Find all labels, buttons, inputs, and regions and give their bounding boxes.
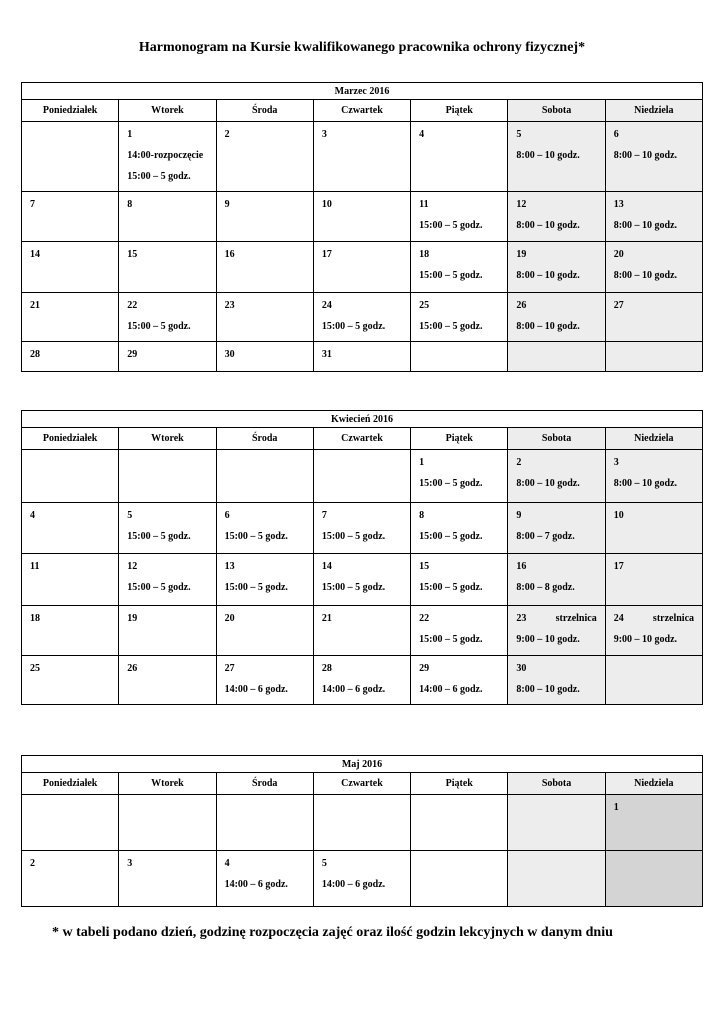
session-info: 9:00 – 10 godz. [516,634,580,645]
day-cell [216,554,313,606]
week-row [22,656,703,705]
weekday-header: Sobota [508,428,605,450]
day-cell [313,606,410,656]
day-cell [119,192,216,242]
session-info: 15:00 – 5 godz. [127,582,191,593]
day-number: 2 [516,457,522,468]
day-cell [605,656,702,705]
day-cell [216,122,313,192]
day-cell [411,606,508,656]
session-info: 9:00 – 10 godz. [613,634,678,645]
session-info: 8:00 – 10 godz. [613,478,678,489]
day-cell [605,851,702,907]
session-info: 15:00 – 5 godz. [127,171,191,182]
session-info: 15:00 – 5 godz. [419,270,483,281]
day-cell [411,554,508,606]
day-cell [605,192,702,242]
day-number: 7 [30,199,35,210]
day-note: strzelnica [555,613,597,624]
day-cell [605,554,702,606]
day-cell [508,851,605,907]
day-cell [411,656,508,705]
day-number: 16 [224,249,235,260]
day-cell [508,242,605,293]
session-info: 8:00 – 10 godz. [516,321,580,332]
day-number: 25 [419,300,430,311]
day-cell [119,554,216,606]
weekday-header: Czwartek [313,100,410,122]
session-info: 15:00 – 5 godz. [419,478,483,489]
day-cell [313,656,410,705]
day-number: 18 [30,613,40,624]
weekday-header: Piątek [411,428,508,450]
session-info: 14:00 – 6 godz. [419,684,483,695]
day-number: 2 [224,129,230,140]
day-cell [22,293,119,342]
day-cell [216,450,313,503]
session-info: 8:00 – 7 godz. [516,531,575,542]
day-number: 10 [613,510,624,521]
page-title: Harmonogram na Kursie kwalifikowanego pracownika ochrony fizycznej* [138,40,586,55]
session-info: 14:00 – 6 godz. [321,684,386,695]
session-info: 15:00 – 5 godz. [321,531,386,542]
day-cell [313,450,410,503]
month-title: Maj 2016 [22,756,703,773]
day-cell [22,122,119,192]
day-number: 8 [419,510,425,521]
day-cell [313,122,410,192]
day-cell [605,795,702,851]
weekday-header: Niedziela [605,773,702,795]
day-number: 13 [613,199,624,210]
session-info: 8:00 – 10 godz. [613,270,678,281]
session-info: 15:00 – 5 godz. [419,634,483,645]
day-number: 19 [127,613,138,624]
week-row [22,450,703,503]
day-number: 8 [127,199,133,210]
day-cell [508,342,605,372]
day-cell [605,450,702,503]
day-cell [216,192,313,242]
day-cell [508,656,605,705]
day-number: 3 [127,858,133,869]
day-number: 26 [516,300,527,311]
day-cell [508,122,605,192]
weekday-header: Poniedziałek [22,773,119,795]
session-info: 8:00 – 8 godz. [516,582,575,593]
day-cell [508,554,605,606]
day-cell [411,242,508,293]
day-cell [508,192,605,242]
day-cell [605,342,702,372]
session-info: 15:00 – 5 godz. [321,582,386,593]
day-number: 1 [127,129,133,140]
day-number: 22 [419,613,430,624]
week-row [22,122,703,192]
week-row [22,242,703,293]
session-info: 8:00 – 10 godz. [516,478,580,489]
weekday-header: Piątek [411,100,508,122]
weekday-header: Niedziela [605,100,702,122]
day-cell [605,503,702,554]
day-cell [411,450,508,503]
day-number: 20 [224,613,235,624]
session-info: 15:00 – 5 godz. [419,531,483,542]
session-info: 14:00 – 6 godz. [224,684,288,695]
day-number: 15 [419,561,430,572]
day-cell [508,606,605,656]
day-number: 7 [321,510,327,521]
day-cell [119,122,216,192]
weekday-header: Piątek [411,773,508,795]
day-number: 4 [224,858,230,869]
week-row [22,606,703,656]
session-info: 8:00 – 10 godz. [516,150,580,161]
day-cell [411,122,508,192]
day-number: 2 [30,858,35,869]
session-info: 14:00 – 6 godz. [224,879,288,890]
day-cell [313,554,410,606]
day-number: 24 [613,613,624,624]
day-cell [216,795,313,851]
day-number: 22 [127,300,138,311]
weekday-header: Czwartek [313,773,410,795]
day-cell [313,503,410,554]
week-row [22,851,703,907]
session-info: 14:00-rozpoczęcie [127,150,204,161]
day-number: 13 [224,561,235,572]
day-cell [216,606,313,656]
day-cell [508,450,605,503]
day-number: 25 [30,663,40,674]
day-number: 30 [516,663,527,674]
day-cell [411,795,508,851]
day-number: 14 [321,561,332,572]
week-row [22,554,703,606]
weekday-header: Poniedziałek [22,428,119,450]
day-number: 5 [127,510,133,521]
day-number: 1 [613,802,619,813]
day-number: 24 [321,300,332,311]
week-row [22,342,703,372]
week-row [22,503,703,554]
day-number: 16 [516,561,527,572]
day-number: 5 [516,129,522,140]
weekday-header: Niedziela [605,428,702,450]
day-number: 12 [516,199,527,210]
day-cell [22,795,119,851]
day-number: 29 [419,663,430,674]
day-number: 17 [321,249,332,260]
weekday-header: Wtorek [119,773,216,795]
session-info: 15:00 – 5 godz. [127,321,191,332]
day-number: 5 [321,858,327,869]
day-number: 3 [321,129,327,140]
day-number: 17 [613,561,624,572]
weekday-header: Środa [216,100,313,122]
day-cell [22,851,119,907]
day-number: 6 [224,510,230,521]
day-cell [119,851,216,907]
day-cell [22,606,119,656]
day-number: 3 [613,457,619,468]
day-cell [119,503,216,554]
day-cell [508,293,605,342]
day-number: 29 [127,349,138,360]
day-number: 6 [613,129,619,140]
day-number: 23 [224,300,235,311]
day-number: 9 [516,510,522,521]
day-number: 27 [613,300,624,311]
calendar-may [21,755,703,907]
day-cell [216,342,313,372]
day-number: 28 [321,663,332,674]
week-row [22,795,703,851]
day-cell [313,242,410,293]
session-info: 14:00 – 6 godz. [321,879,386,890]
day-cell [22,450,119,503]
day-number: 19 [516,249,527,260]
day-cell [313,293,410,342]
weekday-header: Czwartek [313,428,410,450]
calendar-april [21,410,703,705]
day-number: 28 [30,349,40,360]
day-cell [508,795,605,851]
day-cell [119,242,216,293]
day-cell [313,851,410,907]
day-number: 4 [419,129,425,140]
day-number: 14 [30,249,40,260]
day-cell [605,242,702,293]
session-info: 15:00 – 5 godz. [224,531,288,542]
day-cell [216,242,313,293]
day-cell [411,293,508,342]
session-info: 15:00 – 5 godz. [321,321,386,332]
day-number: 9 [224,199,230,210]
day-number: 26 [127,663,138,674]
day-cell [119,606,216,656]
day-cell [22,342,119,372]
month-title: Marzec 2016 [22,83,703,100]
weekday-header: Sobota [508,100,605,122]
session-info: 15:00 – 5 godz. [127,531,191,542]
footnote: * w tabeli podano dzień, godzinę rozpoczęcia zajęć oraz ilość godzin lekcyjnych w danym dniu [52,925,613,940]
day-cell [411,192,508,242]
session-info: 8:00 – 10 godz. [516,270,580,281]
session-info: 8:00 – 10 godz. [516,684,580,695]
day-number: 20 [613,249,624,260]
day-cell [22,554,119,606]
weekday-header: Wtorek [119,428,216,450]
session-info: 8:00 – 10 godz. [613,150,678,161]
day-cell [411,342,508,372]
weekday-header: Wtorek [119,100,216,122]
session-info: 15:00 – 5 godz. [419,220,483,231]
day-cell [216,293,313,342]
day-cell [605,293,702,342]
session-info: 15:00 – 5 godz. [224,582,288,593]
day-cell [22,242,119,293]
session-info: 8:00 – 10 godz. [516,220,580,231]
day-number: 12 [127,561,138,572]
week-row [22,293,703,342]
day-number: 15 [127,249,138,260]
week-row [22,192,703,242]
day-number: 31 [321,349,332,360]
calendar-march [21,82,703,372]
day-cell [313,795,410,851]
day-cell [119,450,216,503]
day-cell [216,851,313,907]
day-number: 30 [224,349,235,360]
day-number: 11 [419,199,429,210]
weekday-header: Sobota [508,773,605,795]
day-cell [119,656,216,705]
day-cell [119,342,216,372]
day-cell [605,606,702,656]
day-cell [411,503,508,554]
day-cell [411,851,508,907]
day-cell [22,192,119,242]
month-title: Kwiecień 2016 [22,411,703,428]
session-info: 8:00 – 10 godz. [613,220,678,231]
day-cell [216,503,313,554]
day-note: strzelnica [652,613,695,624]
day-cell [313,342,410,372]
day-number: 21 [321,613,332,624]
session-info: 15:00 – 5 godz. [419,582,483,593]
weekday-header: Poniedziałek [22,100,119,122]
day-number: 21 [30,300,40,311]
weekday-header: Środa [216,428,313,450]
day-number: 4 [30,510,35,521]
day-cell [508,503,605,554]
day-cell [313,192,410,242]
day-number: 1 [419,457,425,468]
day-cell [22,503,119,554]
day-cell [119,795,216,851]
weekday-header: Środa [216,773,313,795]
session-info: 15:00 – 5 godz. [419,321,483,332]
day-cell [22,656,119,705]
day-cell [605,122,702,192]
day-cell [216,656,313,705]
day-cell [119,293,216,342]
day-number: 10 [321,199,332,210]
day-number: 11 [30,561,40,572]
day-number: 23 [516,613,527,624]
day-number: 18 [419,249,430,260]
day-number: 27 [224,663,235,674]
